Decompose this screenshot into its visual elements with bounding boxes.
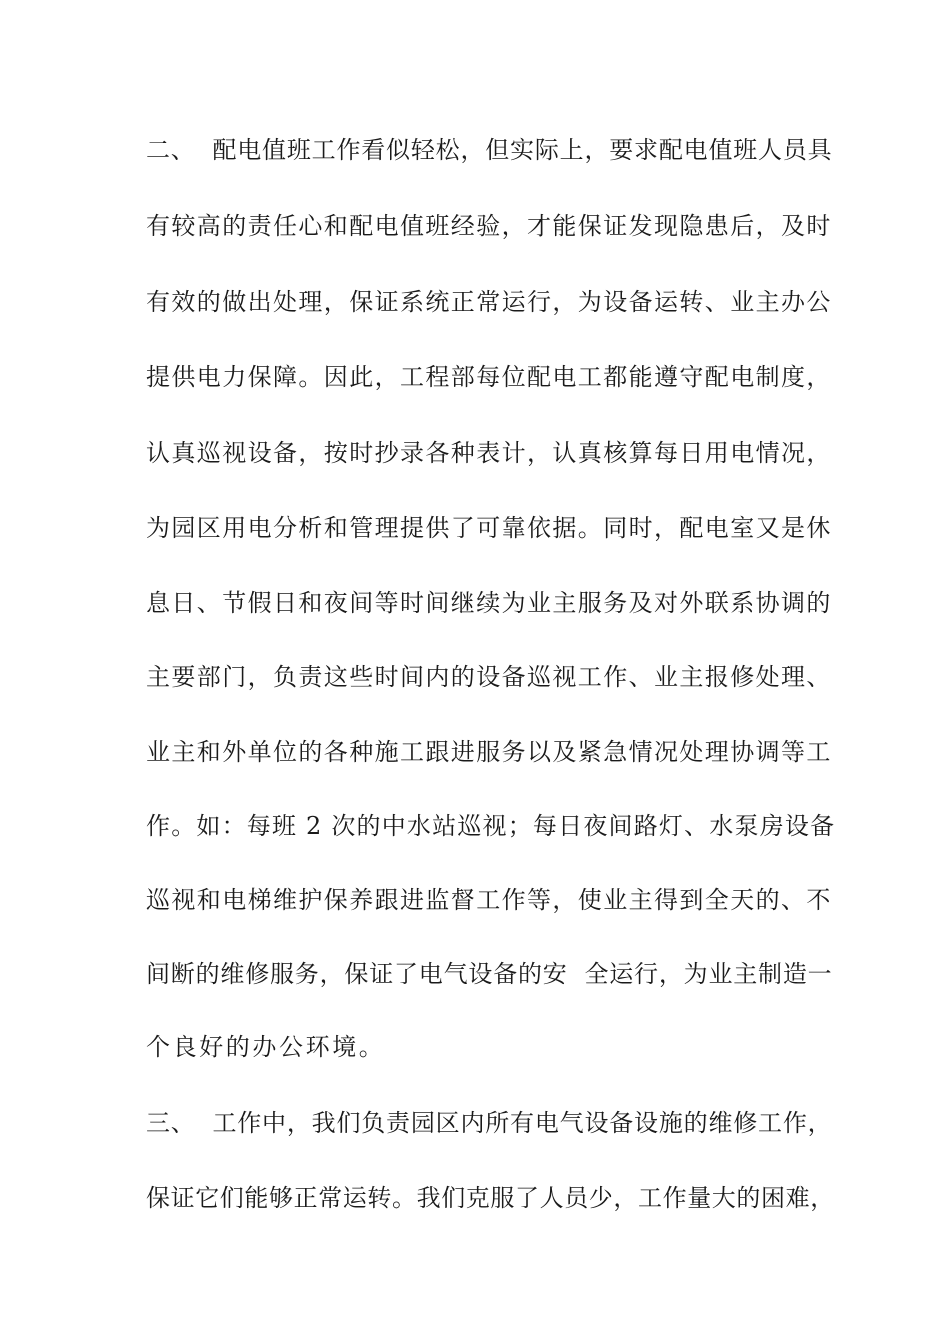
text-line: 主要部门，负责这些时间内的设备巡视工作、业主报修处理、 bbox=[146, 663, 832, 691]
text-line: 业主和外单位的各种施工跟进服务以及紧急情况处理协调等工 bbox=[146, 738, 832, 766]
text-line: 有效的做出处理，保证系统正常运行，为设备运转、业主办公 bbox=[146, 288, 832, 316]
text-line: 认真巡视设备，按时抄录各种表计，认真核算每日用电情况， bbox=[146, 439, 832, 467]
text-line: 息日、节假日和夜间等时间继续为业主服务及对外联系协调的 bbox=[146, 589, 832, 617]
text-line: 保证它们能够正常运转。我们克服了人员少，工作量大的困难， bbox=[146, 1184, 835, 1212]
text-line: 为园区用电分析和管理提供了可靠依据。同时，配电室又是休 bbox=[146, 514, 832, 542]
text-line: 二、 配电值班工作看似轻松，但实际上，要求配电值班人员具 bbox=[146, 136, 833, 164]
text-line: 作。如：每班 2 次的中水站巡视；每日夜间路灯、水泵房设备 bbox=[146, 812, 836, 840]
text-line: 巡视和电梯维护保养跟进监督工作等，使业主得到全天的、不 bbox=[146, 886, 832, 914]
text-line: 有较高的责任心和配电值班经验，才能保证发现隐患后，及时 bbox=[146, 212, 832, 240]
text-line: 三、 工作中，我们负责园区内所有电气设备设施的维修工作， bbox=[146, 1109, 833, 1137]
text-line: 间断的维修服务，保证了电气设备的安 全运行，为业主制造一 bbox=[146, 960, 833, 988]
text-line: 个良好的办公环境。 bbox=[146, 1033, 386, 1061]
text-line: 提供电力保障。因此，工程部每位配电工都能遵守配电制度， bbox=[146, 363, 832, 391]
